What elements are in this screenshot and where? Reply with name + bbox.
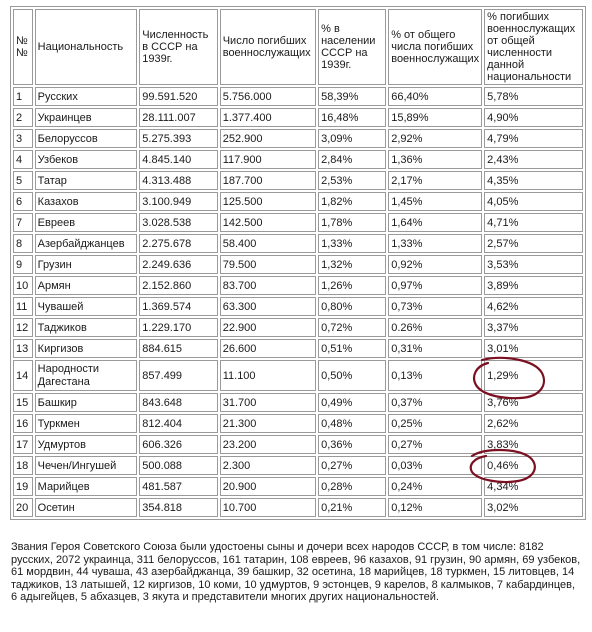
row-population: 2.275.678 [139,234,217,253]
row-deaths: 1.377.400 [220,108,316,127]
row-deaths: 58.400 [220,234,316,253]
row-number: 13 [13,339,33,358]
row-pct-total-deaths: 0,37% [388,393,482,412]
row-population: 2.249.636 [139,255,217,274]
row-pct-total-deaths: 1,33% [388,234,482,253]
nationalities-table-container [10,6,588,520]
header-pct-population: % в населении СССР на 1939г. [318,9,386,85]
row-number: 11 [13,297,33,316]
row-pct-total-deaths: 1,45% [388,192,482,211]
nationalities-table [10,6,586,520]
row-population: 884.615 [139,339,217,358]
row-population: 1.369.574 [139,297,217,316]
row-nationality: Евреев [35,213,138,232]
row-deaths: 187.700 [220,171,316,190]
row-pct-own: 2,43% [484,150,583,169]
row-pct-population: 2,53% [318,171,386,190]
table-row [13,318,583,337]
row-pct-total-deaths: 0,12% [388,498,482,517]
row-number: 9 [13,255,33,274]
row-number: 20 [13,498,33,517]
row-pct-own: 3,83% [484,435,583,454]
row-nationality: Украинцев [35,108,138,127]
header-nationality: Национальность [35,9,138,85]
header-number: № № [13,9,33,85]
table-row [13,192,583,211]
table-row [13,414,583,433]
row-population: 812.404 [139,414,217,433]
row-pct-population: 0,27% [318,456,386,475]
row-deaths: 22.900 [220,318,316,337]
row-nationality: Узбеков [35,150,138,169]
table-row [13,171,583,190]
row-number: 10 [13,276,33,295]
row-population: 4.845.140 [139,150,217,169]
table-row [13,87,583,106]
row-population: 2.152.860 [139,276,217,295]
header-population: Численность в СССР на 1939г. [139,9,217,85]
row-pct-own: 3,01% [484,339,583,358]
row-pct-population: 0,72% [318,318,386,337]
header-pct-total-deaths: % от общего числа погибших военнослужащих [388,9,482,85]
row-pct-population: 0,28% [318,477,386,496]
row-pct-population: 1,33% [318,234,386,253]
row-pct-own: 4,79% [484,129,583,148]
row-number: 7 [13,213,33,232]
row-deaths: 2.300 [220,456,316,475]
row-pct-population: 0,48% [318,414,386,433]
row-deaths: 83.700 [220,276,316,295]
row-pct-population: 0,50% [318,360,386,391]
row-population: 1.229.170 [139,318,217,337]
row-population: 5.275.393 [139,129,217,148]
row-nationality: Киргизов [35,339,138,358]
row-nationality: Таджиков [35,318,138,337]
heroes-note-paragraph: Звания Героя Советского Союза были удостоены сыны и дочери всех народов СССР, в том числе: 8182 русских, 2072 украинца, 311 белоруссов, 161 татарин, 108 евреев, 96 казахов, 91 грузин, 90 армян, 69 узбеков, 61 мордвин, 44 чуваша, 43 азербайджанца, 39 башкир, 32 осетина, 18 марийцев, 18 туркмен, 15 литовцев, 14 таджиков, 13 латышей, 12 киргизов, 10 коми, 10 удмуртов, 9 эстонцев, 9 карелов, 8 калмыков, 7 кабардинцев, 6 адыгейцев, 5 абхазцев, 3 якута и представители многих других национальностей. [11,541,581,603]
row-nationality: Осетин [35,498,138,517]
row-pct-own: 3,89% [484,276,583,295]
row-pct-total-deaths: 0,03% [388,456,482,475]
row-pct-own: 1,29% [484,360,583,391]
row-population: 857.499 [139,360,217,391]
row-pct-own: 3,53% [484,255,583,274]
row-nationality: Народности Дагестана [35,360,138,391]
row-population: 99.591.520 [139,87,217,106]
table-row [13,339,583,358]
table-row [13,477,583,496]
row-pct-own: 4,71% [484,213,583,232]
table-row [13,108,583,127]
table-row [13,456,583,475]
table-row [13,297,583,316]
table-row [13,435,583,454]
table-row [13,150,583,169]
row-number: 19 [13,477,33,496]
row-nationality: Казахов [35,192,138,211]
row-number: 15 [13,393,33,412]
row-pct-total-deaths: 2,17% [388,171,482,190]
row-pct-total-deaths: 1,36% [388,150,482,169]
row-number: 4 [13,150,33,169]
row-pct-own: 3,76% [484,393,583,412]
row-pct-own: 4,35% [484,171,583,190]
row-pct-total-deaths: 1,64% [388,213,482,232]
row-pct-population: 0,36% [318,435,386,454]
row-population: 3.100.949 [139,192,217,211]
row-pct-own: 4,05% [484,192,583,211]
row-pct-own: 3,37% [484,318,583,337]
row-nationality: Удмуртов [35,435,138,454]
header-deaths: Число погибших военнослужащих [220,9,316,85]
row-nationality: Татар [35,171,138,190]
row-number: 8 [13,234,33,253]
row-population: 4.313.488 [139,171,217,190]
row-nationality: Туркмен [35,414,138,433]
row-pct-population: 0,21% [318,498,386,517]
row-deaths: 10.700 [220,498,316,517]
row-nationality: Грузин [35,255,138,274]
row-number: 17 [13,435,33,454]
row-pct-population: 1,26% [318,276,386,295]
row-pct-own: 4,34% [484,477,583,496]
table-header-row [13,9,583,85]
row-pct-own: 5,78% [484,87,583,106]
row-deaths: 63.300 [220,297,316,316]
table-row [13,213,583,232]
row-population: 354.818 [139,498,217,517]
table-row [13,498,583,517]
row-number: 12 [13,318,33,337]
row-number: 2 [13,108,33,127]
row-pct-total-deaths: 0,97% [388,276,482,295]
row-pct-own: 4,90% [484,108,583,127]
row-nationality: Белоруссов [35,129,138,148]
table-row [13,129,583,148]
row-pct-total-deaths: 15,89% [388,108,482,127]
row-pct-total-deaths: 2,92% [388,129,482,148]
row-deaths: 5.756.000 [220,87,316,106]
row-number: 1 [13,87,33,106]
row-pct-own: 2,57% [484,234,583,253]
row-pct-total-deaths: 0,92% [388,255,482,274]
header-pct-own: % погибших военнослужащих от общей численности данной национальности [484,9,583,85]
row-pct-total-deaths: 0,27% [388,435,482,454]
row-nationality: Марийцев [35,477,138,496]
row-number: 16 [13,414,33,433]
row-deaths: 125.500 [220,192,316,211]
row-pct-population: 0,51% [318,339,386,358]
row-population: 500.088 [139,456,217,475]
row-number: 5 [13,171,33,190]
row-nationality: Башкир [35,393,138,412]
row-number: 6 [13,192,33,211]
row-deaths: 117.900 [220,150,316,169]
row-pct-total-deaths: 0,24% [388,477,482,496]
row-population: 481.587 [139,477,217,496]
row-pct-total-deaths: 0,31% [388,339,482,358]
row-pct-own: 2,62% [484,414,583,433]
row-pct-own: 0,46% [484,456,583,475]
row-deaths: 79.500 [220,255,316,274]
row-nationality: Азербайджанцев [35,234,138,253]
row-nationality: Чувашей [35,297,138,316]
row-population: 606.326 [139,435,217,454]
row-pct-population: 3,09% [318,129,386,148]
row-population: 843.648 [139,393,217,412]
row-pct-population: 0,80% [318,297,386,316]
row-pct-population: 2,84% [318,150,386,169]
table-row [13,393,583,412]
row-pct-total-deaths: 0,73% [388,297,482,316]
row-pct-total-deaths: 0,25% [388,414,482,433]
row-deaths: 11.100 [220,360,316,391]
row-pct-population: 0,49% [318,393,386,412]
row-population: 3.028.538 [139,213,217,232]
table-body [13,87,583,517]
row-pct-population: 16,48% [318,108,386,127]
table-row [13,255,583,274]
row-pct-own: 4,62% [484,297,583,316]
row-pct-population: 58,39% [318,87,386,106]
row-number: 3 [13,129,33,148]
row-deaths: 20.900 [220,477,316,496]
row-deaths: 252.900 [220,129,316,148]
row-deaths: 23.200 [220,435,316,454]
table-row [13,276,583,295]
row-nationality: Чечен/Ингушей [35,456,138,475]
row-number: 18 [13,456,33,475]
row-number: 14 [13,360,33,391]
row-pct-total-deaths: 0,13% [388,360,482,391]
row-deaths: 26.600 [220,339,316,358]
row-deaths: 142.500 [220,213,316,232]
row-population: 28.111.007 [139,108,217,127]
row-pct-population: 1,78% [318,213,386,232]
row-pct-total-deaths: 0.26% [388,318,482,337]
row-pct-population: 1,82% [318,192,386,211]
row-pct-total-deaths: 66,40% [388,87,482,106]
row-nationality: Армян [35,276,138,295]
row-pct-own: 3,02% [484,498,583,517]
row-deaths: 21.300 [220,414,316,433]
row-nationality: Русских [35,87,138,106]
row-deaths: 31.700 [220,393,316,412]
row-pct-population: 1,32% [318,255,386,274]
table-row [13,234,583,253]
table-row [13,360,583,391]
